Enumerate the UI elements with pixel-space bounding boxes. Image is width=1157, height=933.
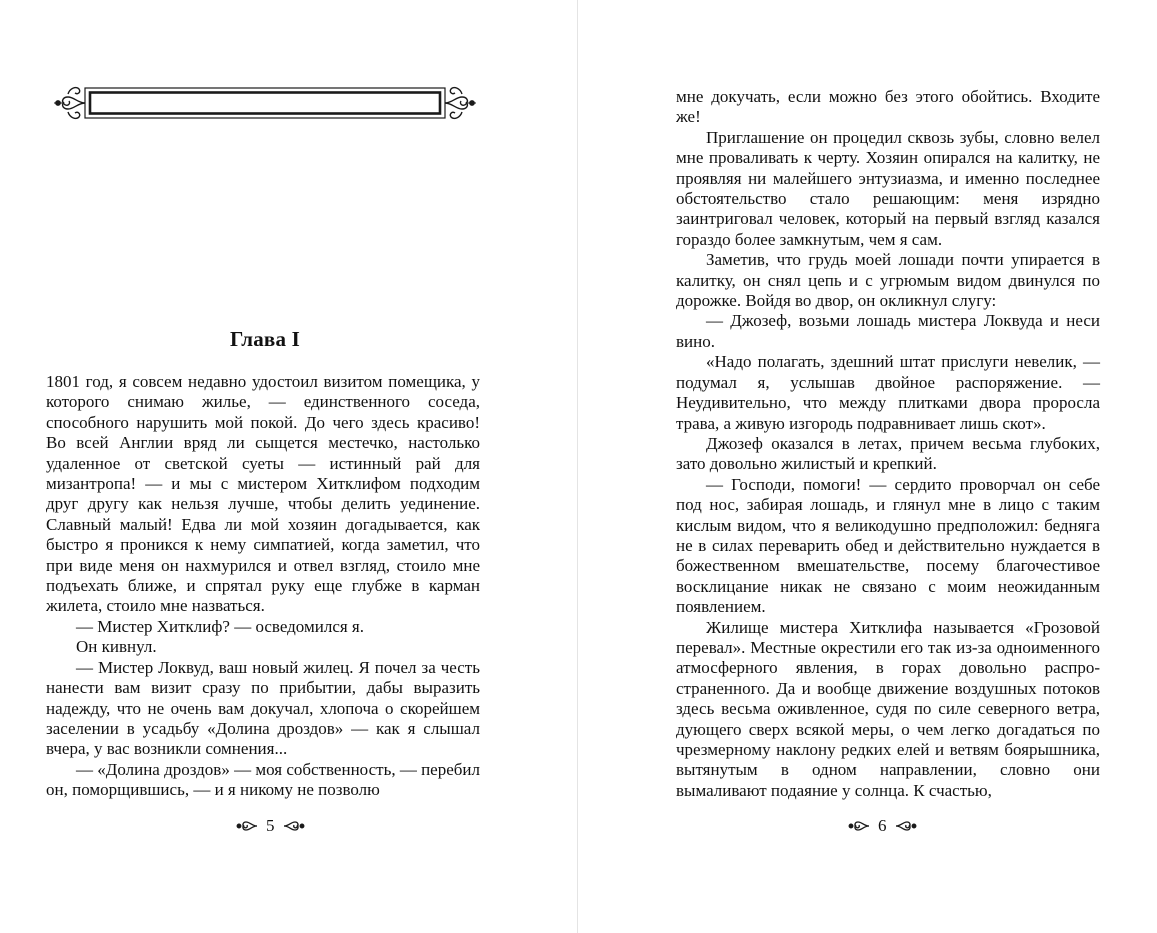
fleuron-left-icon	[236, 818, 258, 834]
left-page	[0, 0, 577, 933]
fleuron-right-icon	[283, 818, 305, 834]
left-page-body	[46, 372, 480, 801]
paragraph: «Надо полагать, здешний штат прислуги невелик, — подумал я, услышав двойное распоряжение. — Неудивительно, что между плитками двора проросла трава, а живую изгородь подравнивает лишь скот».	[676, 352, 1100, 433]
paragraph: Он кивнул.	[76, 637, 157, 657]
page-number-footer	[848, 815, 917, 837]
right-page	[578, 0, 1157, 933]
paragraph: — «Долина дроздов» — моя собственность, — перебил он, поморщившись, — и я никому не позволю	[46, 759, 480, 800]
right-page-body	[676, 87, 1100, 801]
ornamental-header-frame	[52, 80, 478, 126]
chapter-title: Глава I	[230, 327, 300, 351]
page-number: 6	[878, 816, 887, 835]
fleuron-right-icon	[895, 818, 917, 834]
paragraph: Заметив, что грудь моей лошади почти упирается в калитку, он снял цепь и с угрюмым видом двинулся по дорожке. Войдя во двор, он окликнул слугу:	[676, 250, 1100, 311]
paragraph: 1801 год, я совсем недавно удостоил визитом помещика, у которого снимаю жилье, — единственного соседа, способного нарушить мой покой. До чего здесь красиво! Во всей Англии вряд ли сыщется местечко, настолько удаленное от светской суеты — истинный рай для мизантропа! — и мы с мистером Хитклифом подходим друг другу как нельзя лучше, чтобы делить уединение. Славный малый! Едва ли мой хозяин догадывается, как быстро я проникся к нему симпатией, когда заметил, что при виде меня он нахмурился и отвел взгляд, стоило мне подъехать ближе, и спрятал руку еще глубже в карман жилета, стоило мне назваться.	[46, 372, 480, 616]
paragraph: мне докучать, если можно без этого обойтись. Входите же!	[676, 87, 1100, 127]
paragraph: — Мистер Хитклиф? — осведомился я.	[76, 616, 365, 636]
paragraph: Приглашение он процедил сквозь зубы, словно велел мне проваливать к черту. Хозяин опирался на калитку, не проявляя ни малейшего энтузиазма, и именно последнее обстоятельство стало решающим: меня изрядно заинтриговал человек, который на первый взгляд казался гораздо более замкнутым, чем я сам.	[676, 127, 1100, 249]
paragraph: — Джозеф, возьми лошадь мистера Локвуда и неси вино.	[676, 311, 1100, 351]
paragraph: — Господи, помоги! — сердито проворчал он себе под нос, забирая лошадь, и глянул мне в лицо с таким кислым видом, что я великодушно предположил: бедняга не в силах переварить обед и действительно нуждается в божественном вмешательстве, посему благочестивое восклицание никак не связано с моим неожиданным появлением.	[676, 474, 1100, 617]
right-scroll-ornament	[445, 88, 476, 119]
paragraph: — Мистер Локвуд, ваш новый жилец. Я почел за честь нанести вам визит сразу по прибытии, дабы выразить надежду, что не очень вам докучал, хлопоча о скорейшем заселении в усадьбу «Долина дроздов» — как я слышал вчера, у вас возникли сомнения...	[46, 657, 480, 759]
page-number-footer	[236, 815, 305, 837]
left-scroll-ornament	[54, 88, 85, 119]
page-number: 5	[266, 816, 275, 835]
fleuron-left-icon	[848, 818, 870, 834]
paragraph: Жилище мистера Хитклифа называется «Грозовой перевал». Местные окрестили его так из-за одноименного атмосферного явления, в горах довольно распространенного. Да и вообще движение воздушных потоков здесь весьма оживленное, судя по силе северного ветра, дующего сверх всякой меры, о чем легко догадаться по чрезмерному наклону редких елей и ветвям боярышника, вытянутым в одном направлении, словно они вымаливают подаяние у солнца. К счастью,	[676, 617, 1100, 800]
paragraph: Джозеф оказался в летах, причем весьма глубоких, зато довольно жилистый и крепкий.	[676, 433, 1100, 474]
